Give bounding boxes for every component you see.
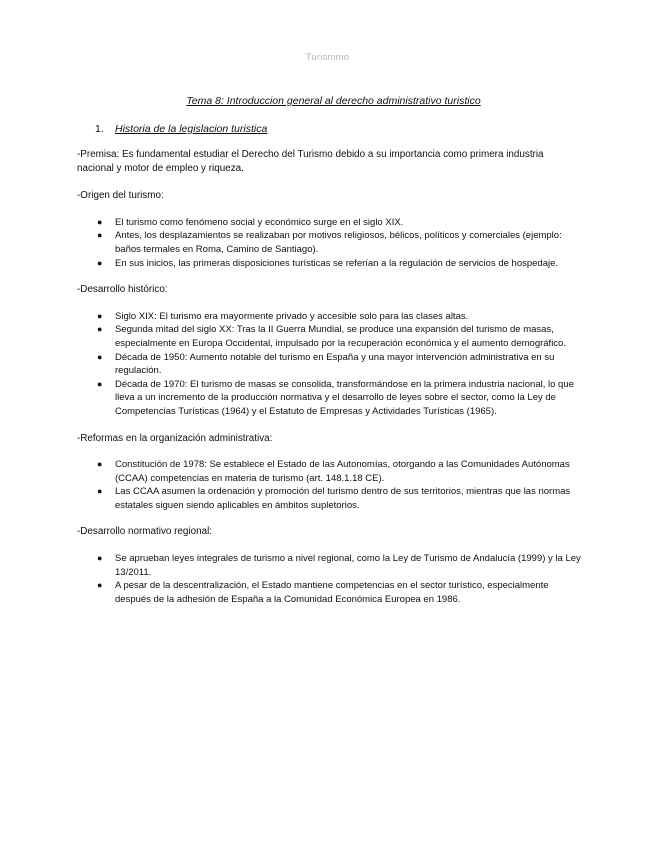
section-heading-origen: -Origen del turismo: [77, 190, 164, 202]
bullet-icon: ● [97, 310, 103, 321]
bullet-icon: ● [97, 351, 103, 362]
list-item [77, 458, 582, 485]
list-item [77, 310, 582, 324]
page-header: Turismmo [305, 52, 350, 63]
section-heading-desarrollo-historico: -Desarrollo histórico: [77, 284, 168, 296]
section-heading-reformas: -Reformas en la organización administrativa: [77, 432, 273, 444]
list-item-text: Constitución de 1978: Se establece el Estado de las Autonomías, otorgando a las Comunidades Autónomas (CCAA) competencias en materia de turismo (art. 148.1.18 CE). [115, 459, 570, 484]
list-item [77, 216, 582, 230]
list-item-text: En sus inicios, las primeras disposiciones turísticas se referían a la regulación de servicios de hospedaje. [115, 257, 559, 269]
list-item-text: A pesar de la descentralización, el Estado mantiene competencias en el sector turístico, especialmente después de la adhesión de España a la Comunidad Económica Europea en 1986. [115, 580, 549, 605]
bullet-list-origen [77, 216, 582, 270]
list-item-text: Década de 1970: El turismo de masas se consolida, transformándose en la primera industria nacional, lo que lleva a un incremento de la producción normativa y el desarrollo de leyes sobre el sector, como la Ley de Competencias Turísticas (1964) y el Estatuto de Empresas y Actividades Turísticas (1965). [115, 378, 574, 417]
document-title: Tema 8: Introduccion general al derecho administrativo turistico [186, 95, 481, 107]
list-item-text: Se aprueban leyes integrales de turismo a nivel regional, como la Ley de Turismo de Andalucía (1999) y la Ley 13/2011. [115, 553, 581, 578]
bullet-icon: ● [97, 486, 103, 497]
list-item-text: Las CCAA asumen la ordenación y promoción del turismo dentro de sus territorios, mientras que las normas estatales siguen siendo aplicables en ámbitos supletorios. [115, 486, 571, 511]
list-item-text: El turismo como fenómeno social y económico surge en el siglo XIX. [115, 216, 404, 228]
list-item [77, 552, 582, 579]
history-heading-text: Historia de la legislacion turistica [115, 123, 268, 135]
list-item [77, 378, 582, 419]
list-item-text: Segunda mitad del siglo XX: Tras la II Guerra Mundial, se produce una expansión del turismo de masas, especialmente en Europa Occidental, impulsado por la recuperación económica y el aumento demográfico. [115, 324, 566, 349]
bullet-icon: ● [97, 324, 103, 335]
list-item-text: Siglo XIX: El turismo era mayormente privado y accesible solo para las clases altas. [115, 310, 469, 322]
bullet-icon: ● [97, 230, 103, 241]
bullet-icon: ● [97, 553, 103, 564]
bullet-icon: ● [97, 459, 103, 470]
bullet-list-desarrollo-normativo [77, 552, 582, 606]
list-item-text: Década de 1950: Aumento notable del turismo en España y una mayor intervención administrativa en su regulación. [115, 351, 555, 377]
history-heading-number: 1. [95, 123, 104, 135]
list-item [77, 229, 582, 256]
list-item-text: Antes, los desplazamientos se realizaban por motivos religiosos, bélicos, políticos y comerciales (ejemplo: baños termales en Roma, Camino de Santiago). [115, 230, 562, 255]
bullet-list-desarrollo-historico [77, 310, 582, 419]
document-body [77, 95, 582, 619]
bullet-icon: ● [97, 216, 103, 227]
list-item [77, 579, 582, 606]
list-item [77, 351, 582, 378]
premise-paragraph: -Premisa: Es fundamental estudiar el Derecho del Turismo debido a su importancia como primera industria nacional y motor de empleo y riqueza. [77, 149, 544, 174]
bullet-icon: ● [97, 378, 103, 389]
bullet-icon: ● [97, 580, 103, 591]
section-heading-desarrollo-normativo: -Desarrollo normativo regional: [77, 526, 213, 538]
list-item [77, 323, 582, 350]
list-item [77, 485, 582, 512]
list-item [77, 257, 582, 271]
history-heading [95, 123, 582, 135]
bullet-icon: ● [97, 257, 103, 268]
bullet-list-reformas [77, 458, 582, 512]
